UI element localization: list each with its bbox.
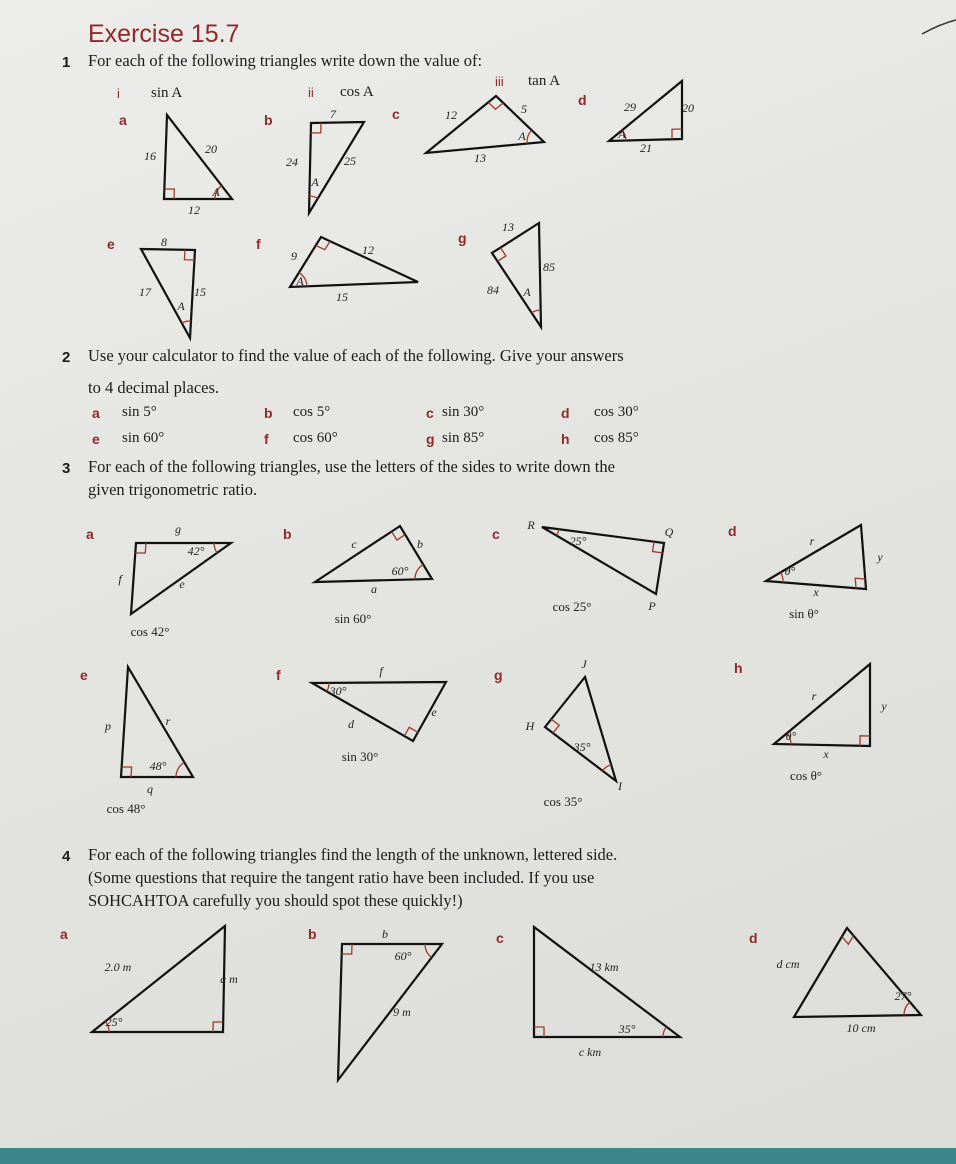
- right-angle-marker: [488, 102, 503, 109]
- question-4-number: 4: [62, 848, 71, 865]
- figure-label: b: [417, 537, 423, 551]
- figure-label: y: [881, 699, 887, 713]
- angle-arc: [415, 564, 423, 579]
- q2-item-letter: d: [561, 405, 570, 421]
- right-angle-marker: [855, 578, 865, 588]
- trig-ratio-caption: cos 48°: [106, 801, 146, 816]
- q2-item-letter: a: [92, 405, 100, 421]
- q1-figure-1: [286, 107, 364, 213]
- question-2-prompt-line1: Use your calculator to find the value of each of the following. Give your answers: [88, 346, 624, 365]
- figure-label: A: [518, 129, 526, 143]
- question-3-number: 3: [62, 460, 71, 477]
- figure-label: 29: [624, 100, 636, 114]
- q3-figure-letter: b: [283, 526, 292, 542]
- q3-figure-letter: g: [494, 667, 503, 683]
- q2-item-expression: sin 30°: [442, 404, 485, 420]
- q1-figure-letter: f: [256, 236, 261, 252]
- right-angle-marker: [342, 944, 352, 954]
- figure-label: P: [648, 599, 656, 613]
- figure-label: 20: [205, 142, 217, 156]
- q2-item-letter: g: [426, 431, 435, 447]
- figure-label: H: [525, 719, 535, 733]
- trig-ratio-caption: sin 30°: [341, 749, 379, 764]
- question-4-prompt-line3: SOHCAHTOA carefully you should spot these quickly!): [88, 891, 463, 910]
- figure-label: 8: [161, 235, 167, 249]
- part-ii-text: cos A: [340, 84, 374, 100]
- q2-item-expression: cos 5°: [293, 404, 331, 420]
- figure-label: 27°: [894, 989, 912, 1003]
- q4-figure-0: [92, 926, 238, 1032]
- figure-label: 84: [487, 283, 499, 297]
- figure-label: x: [813, 585, 819, 599]
- bottom-color-bar: [0, 1148, 956, 1164]
- figure-label: 30°: [329, 684, 347, 698]
- figure-label: Q: [664, 525, 674, 539]
- figure-label: d cm: [776, 957, 800, 971]
- q3-figure-letter: h: [734, 660, 743, 676]
- figure-label: 15: [194, 285, 206, 299]
- q2-item-letter: f: [264, 431, 269, 447]
- q3-figure-letter: a: [86, 526, 94, 542]
- figure-label: b: [382, 927, 388, 941]
- figure-label: 12: [445, 108, 457, 122]
- question-2-prompt-line2: to 4 decimal places.: [88, 378, 220, 397]
- right-angle-marker: [672, 129, 682, 139]
- figure-label: 48°: [149, 759, 167, 773]
- right-angle-marker: [213, 1022, 223, 1032]
- part-i-label: i: [117, 86, 120, 101]
- trig-ratio-caption: cos θ°: [789, 768, 823, 783]
- angle-arc: [425, 944, 432, 958]
- figure-label: 12: [362, 243, 374, 257]
- q4-figure-1: [338, 927, 442, 1080]
- right-angle-marker: [534, 1027, 544, 1037]
- figure-label: g: [175, 522, 181, 536]
- trig-ratio-caption: sin 60°: [334, 611, 372, 626]
- q2-item-letter: h: [561, 431, 570, 447]
- q2-item-letter: b: [264, 405, 273, 421]
- q4-figure-letter: b: [308, 926, 317, 942]
- page-edge-line: [922, 20, 956, 34]
- q1-figure-letter: g: [458, 230, 467, 246]
- part-ii-label: ii: [308, 85, 314, 100]
- figure-label: 25°: [569, 534, 587, 548]
- figure-label: 7: [330, 107, 336, 121]
- figure-label: q: [147, 782, 153, 796]
- triangle: [766, 525, 866, 589]
- figure-label: d: [348, 717, 354, 731]
- figure-label: 35°: [573, 740, 591, 754]
- trig-ratio-caption: cos 25°: [552, 599, 592, 614]
- figure-label: x: [823, 747, 829, 761]
- figure-label: A: [311, 175, 319, 189]
- angle-arc: [309, 196, 317, 198]
- figure-label: a: [371, 582, 377, 596]
- angle-arc: [602, 765, 611, 771]
- angle-arc: [214, 543, 217, 553]
- part-i-text: sin A: [151, 85, 183, 101]
- figure-label: c: [351, 537, 357, 551]
- q3-figure-1: [315, 526, 432, 626]
- question-1-prompt: For each of the following triangles write down the value of:: [88, 51, 483, 70]
- figure-label: 5: [521, 102, 527, 116]
- question-1-number: 1: [62, 54, 71, 71]
- figure-label: y: [877, 550, 883, 564]
- triangle: [164, 115, 232, 199]
- figure-label: 9: [291, 249, 297, 263]
- q4-figure-2: [534, 927, 680, 1059]
- figure-label: A: [523, 285, 531, 299]
- figure-label: A: [212, 185, 220, 199]
- angle-arc: [176, 762, 184, 777]
- figure-label: 13: [474, 151, 486, 165]
- figure-label: 16: [144, 149, 156, 163]
- figure-label: 85: [543, 260, 555, 274]
- angle-arc: [532, 310, 541, 313]
- figure-label: 13: [502, 220, 514, 234]
- right-angle-marker: [860, 736, 870, 746]
- figure-label: r: [165, 714, 171, 728]
- q3-figure-letter: f: [276, 667, 281, 683]
- figure-label: 17: [139, 285, 151, 299]
- triangle: [542, 527, 664, 594]
- q1-figure-3: [609, 81, 694, 155]
- figure-label: J: [581, 657, 587, 671]
- figure-label: R: [527, 518, 535, 532]
- q4-figure-letter: a: [60, 926, 68, 942]
- figure-label: r: [811, 689, 817, 703]
- exercise-title: Exercise 15.7: [88, 20, 240, 48]
- trig-ratio-caption: cos 42°: [130, 624, 170, 639]
- q3-figure-7: [774, 664, 887, 783]
- q1-figure-4: [139, 235, 206, 338]
- right-angle-marker: [842, 936, 854, 945]
- q2-item-expression: cos 85°: [594, 430, 639, 446]
- figure-label: 12: [188, 203, 200, 217]
- q1-figure-2: [426, 96, 544, 165]
- triangle: [315, 526, 432, 582]
- right-angle-marker: [311, 123, 321, 133]
- angle-arc: [663, 1027, 666, 1037]
- figure-label: 35°: [618, 1022, 636, 1036]
- q3-figure-letter: e: [80, 667, 88, 683]
- figure-label: 9 m: [393, 1005, 411, 1019]
- q2-item-expression: sin 60°: [122, 430, 165, 446]
- figure-label: 25: [344, 154, 356, 168]
- q1-figure-0: [144, 115, 232, 217]
- figure-label: θ°: [784, 564, 796, 578]
- figure-label: e: [179, 577, 185, 591]
- figure-label: f: [379, 664, 383, 678]
- q3-figure-letter: d: [728, 523, 737, 539]
- q2-item-expression: sin 5°: [122, 404, 157, 420]
- figure-label: I: [618, 779, 622, 793]
- angle-arc: [182, 321, 191, 323]
- q3-figure-4: [104, 667, 193, 816]
- figure-label: 10 cm: [846, 1021, 876, 1035]
- q3-figure-3: [766, 525, 883, 621]
- q2-item-letter: e: [92, 431, 100, 447]
- q2-item-expression: cos 60°: [293, 430, 338, 446]
- trig-ratio-caption: sin θ°: [789, 606, 819, 621]
- figure-label: 25°: [105, 1015, 123, 1029]
- figure-label: f: [118, 572, 122, 586]
- part-iii-label: iii: [495, 74, 504, 89]
- q1-figure-6: [487, 220, 555, 327]
- part-iii-text: tan A: [528, 73, 561, 89]
- figure-label: 20: [682, 101, 694, 115]
- question-3-prompt-line2: given trigonometric ratio.: [88, 480, 258, 499]
- q1-figure-letter: c: [392, 106, 400, 122]
- angle-arc: [904, 1002, 910, 1015]
- figure-label: e: [431, 705, 437, 719]
- right-angle-marker: [164, 189, 174, 199]
- angle-arc: [781, 572, 783, 582]
- right-angle-marker: [122, 767, 132, 777]
- triangle: [338, 944, 442, 1080]
- q3-figure-letter: c: [492, 526, 500, 542]
- q2-item-expression: sin 85°: [442, 430, 485, 446]
- figure-label: p: [105, 719, 111, 733]
- q4-figure-3: [777, 928, 922, 1035]
- figure-label: 2.0 m: [104, 960, 132, 974]
- q1-figure-letter: d: [578, 92, 587, 108]
- q1-figure-letter: b: [264, 112, 273, 128]
- question-4-prompt-line1: For each of the following triangles find the length of the unknown, lettered side.: [88, 845, 618, 864]
- figure-label: θ°: [785, 729, 797, 743]
- question-4-prompt-line2: (Some questions that require the tangent ratio have been included. If you use: [88, 868, 595, 887]
- right-angle-marker: [551, 719, 559, 733]
- figure-label: A: [618, 127, 626, 141]
- q1-figure-5: [290, 237, 418, 304]
- q2-item-letter: c: [426, 405, 434, 421]
- figure-label: 42°: [187, 544, 205, 558]
- figure-label: 13 km: [589, 960, 619, 974]
- figure-label: a m: [220, 972, 238, 986]
- q1-figure-letter: e: [107, 236, 115, 252]
- trig-ratio-caption: cos 35°: [543, 794, 583, 809]
- question-3-prompt-line1: For each of the following triangles, use the letters of the sides to write down the: [88, 457, 615, 476]
- figure-label: 24: [286, 155, 298, 169]
- figure-label: 21: [640, 141, 652, 155]
- triangle: [794, 928, 921, 1017]
- right-angle-marker: [184, 250, 194, 260]
- figure-label: 15: [336, 290, 348, 304]
- angle-arc: [527, 130, 532, 143]
- triangle: [290, 237, 418, 287]
- q1-figure-letter: a: [119, 112, 127, 128]
- figure-label: 60°: [391, 564, 409, 578]
- figure-label: c km: [578, 1045, 602, 1059]
- q3-figure-5: [312, 664, 446, 764]
- q3-figure-2: [526, 518, 673, 614]
- triangle: [534, 927, 680, 1037]
- figure-label: 60°: [394, 949, 412, 963]
- question-2-number: 2: [62, 349, 71, 366]
- figure-label: A: [177, 299, 185, 313]
- q4-figure-letter: c: [496, 930, 504, 946]
- q2-item-expression: cos 30°: [594, 404, 639, 420]
- figure-label: r: [809, 534, 815, 548]
- q3-figure-0: [118, 522, 231, 639]
- figure-label: A: [296, 274, 304, 288]
- q3-figure-6: [525, 657, 623, 809]
- q4-figure-letter: d: [749, 930, 758, 946]
